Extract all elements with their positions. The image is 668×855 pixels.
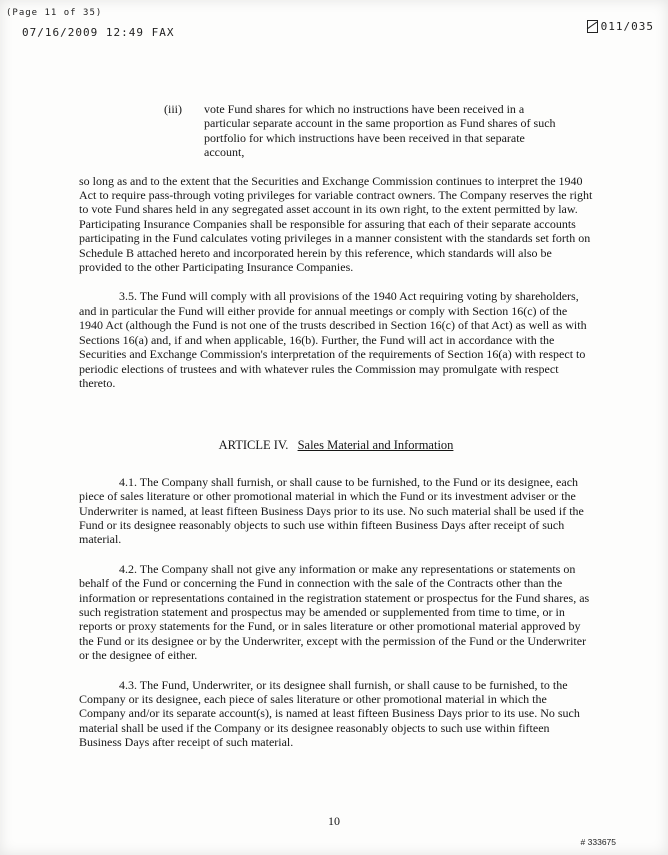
fax-receipt-icon <box>587 20 598 33</box>
fax-page-count: (Page 11 of 35) <box>6 8 103 18</box>
fax-timestamp: 07/16/2009 12:49 FAX <box>22 26 175 39</box>
fax-stamp-number: 011/035 <box>600 20 654 33</box>
fax-header <box>0 0 668 58</box>
article-iv-number: ARTICLE IV. <box>218 438 289 453</box>
fax-stamp <box>587 20 654 33</box>
clause-iii <box>164 102 564 160</box>
paragraph-continuation: so long as and to the extent that the Securities and Exchange Commission continues to interpret the 1940 Act to require pass-through voting privileges for variable contract owners. The Company reserves the right to vote Fund shares held in any segregated asset account in its own right, to the extent permitted by law. Participating Insurance Companies shall be responsible for assuring that each of their separate accounts participating in the Fund calculates voting privileges in a manner consistent with the standards set forth on Schedule B attached hereto and incorporated herein by this reference, which standards will also be provided to the other Participating Insurance Companies. <box>79 173 593 275</box>
paragraph-4-2: 4.2. The Company shall not give any information or make any representations or statements on behalf of the Fund or concerning the Fund in connection with the sale of the Contracts other than the information or representations contained in the registration statement or prospectus for the Fund shares, as such registration statement and prospectus may be amended or supplemented from time to time, or in reports or proxy statements for the Fund, or in sales literature or other promotional material approved by the Fund or its designee or by the Underwriter, except with the permission of the Fund or the Underwriter or the designee of either. <box>79 561 590 663</box>
clause-iii-text: vote Fund shares for which no instructions have been received in a particular separate account in the same proportion as Fund shares of such portfolio for which instructions have been received in that separate account, <box>204 102 556 160</box>
article-iv-title: Sales Material and Information <box>297 438 454 453</box>
article-iv-heading <box>79 438 593 452</box>
paragraph-3-5: 3.5. The Fund will comply with all provisions of the 1940 Act requiring voting by shareholders, and in particular the Fund will either provide for annual meetings or comply with Section 16(c) of the 1940 Act (although the Fund is not one of the trusts described in Section 16(c) of that Act) as well as with Sections 16(a) and, if and when applicable, 16(b). Further, the Fund will act in accordance with the Securities and Exchange Commission's interpretation of the requirements of Section 16(a) with respect to periodic elections of trustees and with whatever rules the Commission may promulgate with respect thereto. <box>79 289 587 390</box>
paragraph-4-1: 4.1. The Company shall furnish, or shall cause to be furnished, to the Fund or its designee, each piece of sales literature or other promotional material in which the Fund or its investment adviser or the Underwriter is named, at least fifteen Business Days prior to its use. No such material shall be used if the Fund or its designee reasonably objects to such use within fifteen Business Days after receipt of such material. <box>79 474 584 547</box>
clause-iii-label: (iii) <box>164 102 182 116</box>
document-body <box>79 102 593 765</box>
document-control-number: # 333675 <box>580 837 616 847</box>
page-number: 10 <box>328 814 340 828</box>
paragraph-4-3: 4.3. The Fund, Underwriter, or its designee shall furnish, or shall cause to be furnished, to the Company or its designee, each piece of sales literature or other promotional material in which the Company and/or its separate account(s), is named at least fifteen Business Days prior to its use. No such material shall be used if the Company or its designee reasonably objects to such use within fifteen Business Days after receipt of such material. <box>79 677 580 750</box>
